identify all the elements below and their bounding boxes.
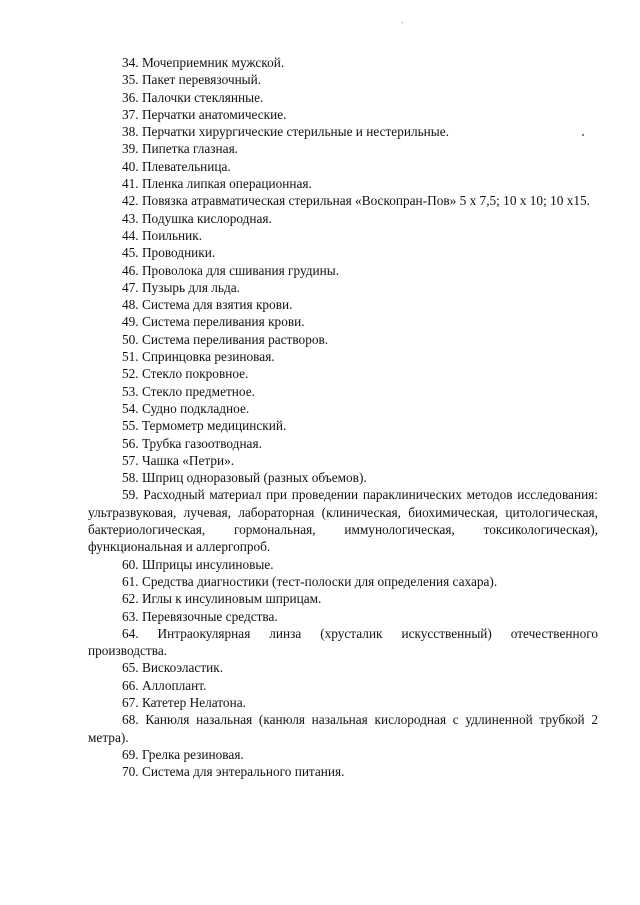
list-item: 48. Система для взятия крови. <box>122 297 293 313</box>
list-item: 42. Повязка атравматическая стерильная «Воскопран-Пов» 5 х 7,5; 10 х 10; 10 х15. <box>122 193 590 209</box>
list-item: 43. Подушка кислородная. <box>122 210 272 226</box>
list-item: 54. Судно подкладное. <box>122 400 250 416</box>
list-item: 55. Термометр медицинский. <box>122 418 287 434</box>
list-item: 49. Система переливания крови. <box>122 314 305 330</box>
list-item: 45. Проводники. <box>122 245 216 261</box>
list-item: 64. Интраокулярная линза (хрусталик искусственный) отечественного производства. <box>88 625 598 659</box>
list-item: 70. Система для энтерального питания. <box>122 764 345 780</box>
list-item: 36. Палочки стеклянные. <box>122 89 264 105</box>
list-item: 67. Катетер Нелатона. <box>122 694 246 710</box>
list-item: 35. Пакет перевязочный. <box>122 72 262 88</box>
list-item: 46. Проволока для сшивания грудины. <box>122 262 340 278</box>
list-item: 40. Плевательница. <box>122 158 231 174</box>
list-item: 59. Расходный материал при проведении параклинических методов исследования: ультразвуковая, лучевая, лабораторная (клиническая, биохимическая, цитологическая, бактериологическая, гормональная, иммунологическая, токсикологическая), функциональная и аллергопроб. <box>88 487 598 555</box>
list-item: 41. Пленка липкая операционная. <box>122 176 312 192</box>
list-item: 38. Перчатки хирургические стерильные и нестерильные. <box>122 124 449 140</box>
list-item: 58. Шприц одноразовый (разных объемов). <box>122 470 367 486</box>
list-item: 61. Средства диагностики (тест-полоски для определения сахара). <box>122 573 498 589</box>
list-item: 50. Система переливания растворов. <box>122 331 329 347</box>
list-item: 65. Вискоэластик. <box>122 660 224 676</box>
list-item: 37. Перчатки анатомические. <box>122 106 287 122</box>
list-item: 44. Поильник. <box>122 227 203 243</box>
list-item: 56. Трубка газоотводная. <box>122 435 262 451</box>
list-item: 52. Стекло покровное. <box>122 366 249 382</box>
list-item: 47. Пузырь для льда. <box>122 279 240 295</box>
list-item: 53. Стекло предметное. <box>122 383 255 399</box>
list-item: 62. Иглы к инсулиновым шприцам. <box>122 591 322 607</box>
list-item: 34. Мочеприемник мужской. <box>122 55 285 70</box>
list-item: 51. Спринцовка резиновая. <box>122 349 275 365</box>
list-item: 39. Пипетка глазная. <box>122 141 239 157</box>
list-item: 68. Канюля назальная (канюля назальная кислородная с удлиненной трубкой 2 метра). <box>88 712 598 745</box>
list-item: 57. Чашка «Петри». <box>122 452 235 468</box>
list-item: 69. Грелка резиновая. <box>122 746 244 762</box>
list-item: 60. Шприцы инсулиновые. <box>122 556 274 572</box>
list-item: 66. Аллоплант. <box>122 677 207 693</box>
scan-speck <box>402 22 403 23</box>
list-item: 63. Перевязочные средства. <box>122 608 278 624</box>
consumables-list <box>88 54 598 780</box>
